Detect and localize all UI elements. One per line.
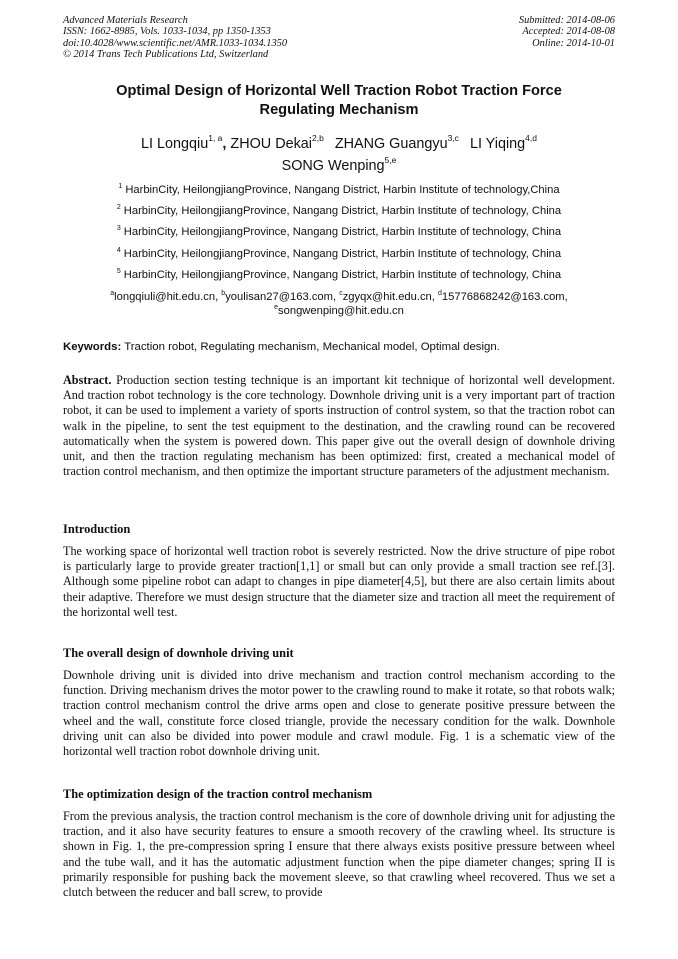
keywords-text: Traction robot, Regulating mechanism, Mechanical model, Optimal design. [121, 341, 500, 353]
dates-header [519, 15, 615, 49]
section-heading: The optimization design of the traction control mechanism [63, 787, 373, 801]
author-list [60, 133, 618, 177]
journal-header [63, 15, 287, 60]
doi-line: doi:10.4028/www.scientific.net/AMR.1033-1034.1350 [63, 37, 288, 49]
author-superscript: 2,b [311, 133, 324, 143]
keywords [63, 340, 615, 354]
email-list: $^a$longqiuli@hit.edu.cn, $^b$youlisan27@163.com, $^c$zgyqx@hit.edu.cn, $^d$15776868242@163.com, $^e$songwenping@hit.edu.cn [110, 290, 568, 317]
author-superscript: 1, a [208, 133, 223, 143]
email-link[interactable]: longqiuli@hit.edu.cn, [114, 291, 222, 303]
section-body: From the previous analysis, the traction control mechanism is the core of downhole driving unit for adjusting the traction, and it also have security features to ensure a smooth recovery of the crawling wheel. Its structure is shown in Fig. 1, the pre-compression spring I ensure that there always exists positive pressure between wheel and the tube wall, and it has the automatic adjustment function when the pipe diameter changes; spring II is primarily responsible for pushing back the movement sleeve, so that crawling wheel recovered. Thus we set a clutch between the reducer and ball screw, to provide [63, 809, 615, 900]
affiliation: $^5$ HarbinCity, HeilongjiangProvince, Nangang District, Harbin Institute of technology, China [116, 268, 562, 281]
abstract [63, 373, 615, 479]
author-superscript: 4,d [525, 133, 537, 143]
affiliation: $^3$ HarbinCity, HeilongjiangProvince, Nangang District, Harbin Institute of technology, China [116, 225, 562, 238]
abstract-label: Abstract. [63, 373, 112, 387]
author-superscript: 3,c [447, 133, 459, 143]
affiliation: $^4$ HarbinCity, HeilongjiangProvince, Nangang District, Harbin Institute of technology, China [116, 247, 562, 260]
author-name: LI Longqiu [141, 136, 209, 152]
author-line-2 [60, 155, 618, 177]
email-link[interactable]: youlisan27@163.com, [225, 291, 340, 303]
title-line-2: Regulating Mechanism [259, 102, 419, 118]
accepted-date: Accepted: 2014-08-08 [522, 26, 615, 38]
email-link[interactable]: zgyqx@hit.edu.cn, [342, 291, 438, 303]
author-name: SONG Wenping [281, 158, 385, 174]
section-heading: The overall design of downhole driving unit [63, 646, 294, 660]
email-link[interactable]: 15776868242@163.com, [441, 291, 568, 303]
online-date: Online: 2014-10-01 [532, 37, 615, 49]
section-body: Downhole driving unit is divided into drive mechanism and traction control mechanism according to the function. Driving mechanism drives the motor power to the crawling round to make it rotate, so that robots walk; traction control mechanism control the drive arms open and close to generate positive pressure between the wheel and the wall, constitute force closed triangle, provide the necessary condition for the walk. Downhole driving unit can also be divided into power module and crawl module. Fig. 1 is a schematic view of the horizontal well traction robot downhole driving unit. [63, 668, 615, 759]
author-name: ZHANG Guangyu [334, 136, 448, 152]
affiliation: $^2$ HarbinCity, HeilongjiangProvince, Nangang District, Harbin Institute of technology, China [116, 204, 562, 217]
issn-line: ISSN: 1662-8985, Vols. 1033-1034, pp 1350-1353 [63, 26, 271, 38]
author-name: ZHOU Dekai [230, 136, 312, 152]
abstract-text: Production section testing technique is an important kit technique of horizontal well development. And traction robot technology is the core technology. Downhole driving unit is a very important part of traction robot, it can be used to implement a variety of sports instruction of control system, so that the traction robot can walk in the pipeline, to sent the test equipment to the destination, and the crawling round can be recovered automatically when the system is powered down. This paper give out the overall design of downhole driving unit, and then the traction regulating mechanism has been optimized: first, created a mechanical model of traction control mechanism, and then optimize the important structure parameters of the adjustment mechanism. [63, 373, 615, 479]
paper-title [60, 82, 618, 120]
section-heading: Introduction [63, 522, 131, 536]
author-superscript: 5,e [384, 155, 397, 165]
title-line-1: Optimal Design of Horizontal Well Traction Robot Traction Force [116, 83, 562, 99]
author-line-1: LI Longqiu$^{1, a}$, ZHOU Dekai$^{2,b}$ ZHANG Guangyu$^{3,c}$ LI Yiqing$^{4,d}$ [141, 133, 537, 152]
submitted-date: Submitted: 2014-08-06 [518, 15, 615, 26]
keywords-label: Keywords: [63, 341, 122, 353]
section-body: The working space of horizontal well traction robot is severely restricted. Now the drive structure of pipe robot is particularly large to provide greater traction[1,1] or small but can only provide a small traction see ref.[3]. Although some pipeline robot can adapt to changes in pipe diameter[4,5], but there are also certain limits about their adaptive. Therefore we must design structure that the diameter size and traction all meet the requirement of the horizontal well test. [63, 544, 615, 619]
journal-name: Advanced Materials Research [63, 15, 188, 26]
email-link[interactable]: songwenping@hit.edu.cn [278, 305, 404, 317]
author-name: LI Yiqing [469, 136, 526, 152]
affiliation: $^1$ HarbinCity, HeilongjiangProvince, Nangang District, Harbin Institute of technology,China [118, 183, 560, 196]
copyright-line: © 2014 Trans Tech Publications Ltd, Switzerland [63, 48, 269, 60]
